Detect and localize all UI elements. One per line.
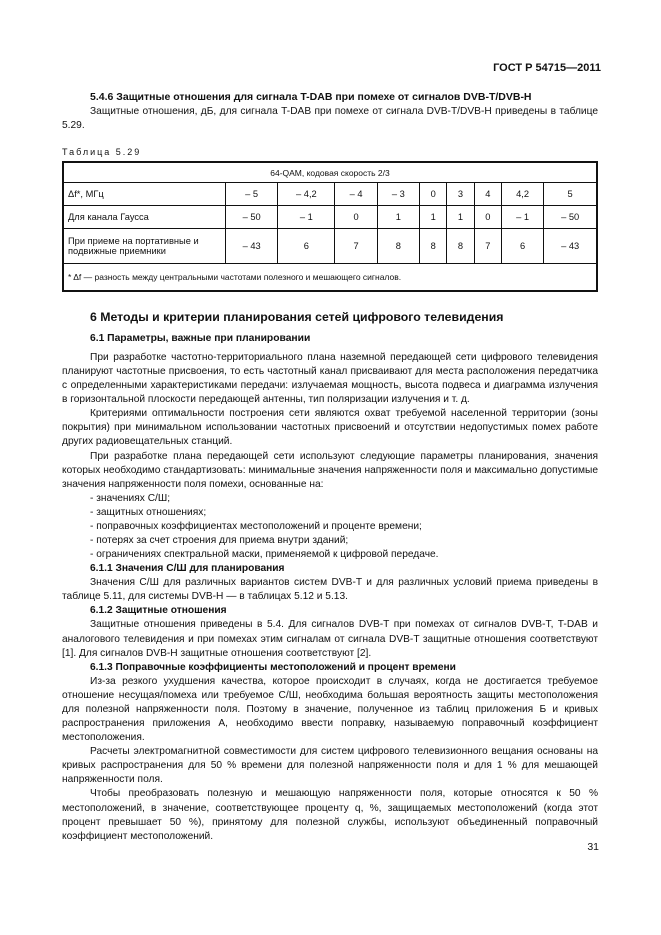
paragraph: Критериями оптимальности построения сети являются охват требуемой населенной территории (зоны покрытия) при минимальном использовании частотных присвоений и отсутствии недопустимых помех работе других радиовещательных станций. bbox=[62, 408, 598, 448]
table-cell: – 4 bbox=[335, 183, 377, 206]
section-6-body bbox=[62, 351, 598, 844]
table-cell: 5 bbox=[544, 183, 597, 206]
table-cell: 6 bbox=[278, 229, 335, 264]
table-cell: – 1 bbox=[501, 206, 543, 229]
table-cell: – 43 bbox=[544, 229, 597, 264]
table-cell: 0 bbox=[335, 206, 377, 229]
table-cell: 0 bbox=[420, 183, 447, 206]
table-header-row bbox=[63, 162, 597, 183]
table-footnote-row bbox=[63, 264, 597, 292]
paragraph: Значения С/Ш для различных вариантов систем DVB-T и для различных условий приема приведены в таблице 5.11, для системы DVB-H — в таблицах 5.12 и 5.13. bbox=[62, 577, 598, 603]
table-cell: – 4,2 bbox=[278, 183, 335, 206]
table-cell: 7 bbox=[474, 229, 501, 264]
table-cell: 0 bbox=[474, 206, 501, 229]
paragraph: Чтобы преобразовать полезную и мешающую напряженности поля, которые относятся к 50 % местоположений, в значение, соответствующее проценту q, %, защищаемых местоположений (когда этот процент превышает 50 %), принятому для полезной службы, используют объединенный поправочный коэффициент местоположений. bbox=[62, 788, 598, 842]
table-cell: – 1 bbox=[278, 206, 335, 229]
table-cell: 7 bbox=[335, 229, 377, 264]
section-612-title: 6.1.2 Защитные отношения bbox=[90, 605, 227, 617]
section-546-title: 5.4.6 Защитные отношения для сигнала T-DAB при помехе от сигналов DVB-T/DVB-H bbox=[90, 91, 532, 103]
table-caption: Таблица 5.29 bbox=[62, 147, 142, 157]
section-613-title: 6.1.3 Поправочные коэффициенты местоположений и процент времени bbox=[90, 661, 456, 673]
table-cell: 4 bbox=[474, 183, 501, 206]
section-611-title: 6.1.1 Значения С/Ш для планирования bbox=[90, 563, 285, 575]
section-61-title: 6.1 Параметры, важные при планировании bbox=[90, 333, 311, 344]
paragraph: При разработке частотно-территориального плана наземной передающей сети цифрового телевидения планируют частотные присвоения, то есть частотный канал присваивают для места расположения передатчика с определенными характеристиками передачи: излучаемая мощность, высота подвеса и диаграмма излучения в горизонтальной плоскости передающей антенны, тип поляризации излучения и т. д. bbox=[62, 352, 598, 406]
table-cell: 1 bbox=[377, 206, 419, 229]
table-row-portable bbox=[63, 229, 597, 264]
protection-ratio-table bbox=[62, 161, 598, 292]
row-label: При приеме на портативные и подвижные приемники bbox=[63, 229, 226, 264]
table-cell: – 50 bbox=[226, 206, 278, 229]
section-6-title: 6 Методы и критерии планирования сетей цифрового телевидения bbox=[90, 310, 504, 324]
row-label: Δf*, МГц bbox=[63, 183, 226, 206]
paragraph: Защитные отношения приведены в 5.4. Для сигналов DVB-T при помехах от сигналов DVB-T, T-DAB и аналогового телевидения и при помехах этим сигналам от сигнала DVB-T защитные отношения соответствуют [1]. Для сигналов DVB-H защитные отношения соответствуют [2]. bbox=[62, 619, 598, 659]
table-cell: – 5 bbox=[226, 183, 278, 206]
list-item: - потерях за счет строения для приема внутри зданий; bbox=[90, 535, 349, 547]
list-item: - защитных отношениях; bbox=[90, 506, 207, 518]
table-cell: 1 bbox=[447, 206, 474, 229]
paragraph: Расчеты электромагнитной совместимости для систем цифрового телевизионного вещания основаны на кривых распространения для 50 % времени для полезной напряженности поля и для 1 % для мешающей напряженности поля. bbox=[62, 746, 598, 786]
table-cell: – 43 bbox=[226, 229, 278, 264]
standard-header: ГОСТ Р 54715—2011 bbox=[493, 62, 601, 74]
table-cell: 8 bbox=[420, 229, 447, 264]
paragraph: Из-за резкого ухудшения качества, которое происходит в случаях, когда не достигается требуемое отношение несущая/помеха или требуемое С/Ш, необходима большая вероятность защиты местоположения для полезной напряженности поля. Поэтому в значение, полученное из таблиц приложения Б и кривых распространения приложения А, необходимо ввести поправку, называемую поправочный коэффициент местоположения. bbox=[62, 675, 598, 744]
table-cell: – 3 bbox=[377, 183, 419, 206]
list-item: - ограничениях спектральной маски, применяемой к цифровой передаче. bbox=[90, 549, 439, 561]
table-cell: – 50 bbox=[544, 206, 597, 229]
table-cell: 1 bbox=[420, 206, 447, 229]
list-item: - значениях С/Ш; bbox=[90, 492, 171, 504]
row-label: Для канала Гаусса bbox=[63, 206, 226, 229]
section-546-text: Защитные отношения, дБ, для сигнала T-DAB при помехе от сигнала DVB-T/DVB-H приведены в таблице 5.29. bbox=[62, 106, 598, 131]
table-footnote: * Δf — разность между центральными частотами полезного и мешающего сигналов. bbox=[63, 264, 597, 292]
table-cell: 3 bbox=[447, 183, 474, 206]
table-row-freq bbox=[63, 183, 597, 206]
paragraph: При разработке плана передающей сети используют следующие параметры планирования, значения которых необходимо стандартизовать: минимальные значения напряженности поля и максимально допустимые значения напряженности поля помехи, основанные на: bbox=[62, 450, 598, 490]
table-row-gauss bbox=[63, 206, 597, 229]
table-cell: 8 bbox=[377, 229, 419, 264]
table-header-cell: 64-QAM, кодовая скорость 2/3 bbox=[63, 162, 597, 183]
table-cell: 8 bbox=[447, 229, 474, 264]
table-cell: 6 bbox=[501, 229, 543, 264]
list-item: - поправочных коэффициентах местоположений и проценте времени; bbox=[90, 520, 422, 532]
page-number: 31 bbox=[587, 841, 599, 853]
table-cell: 4,2 bbox=[501, 183, 543, 206]
